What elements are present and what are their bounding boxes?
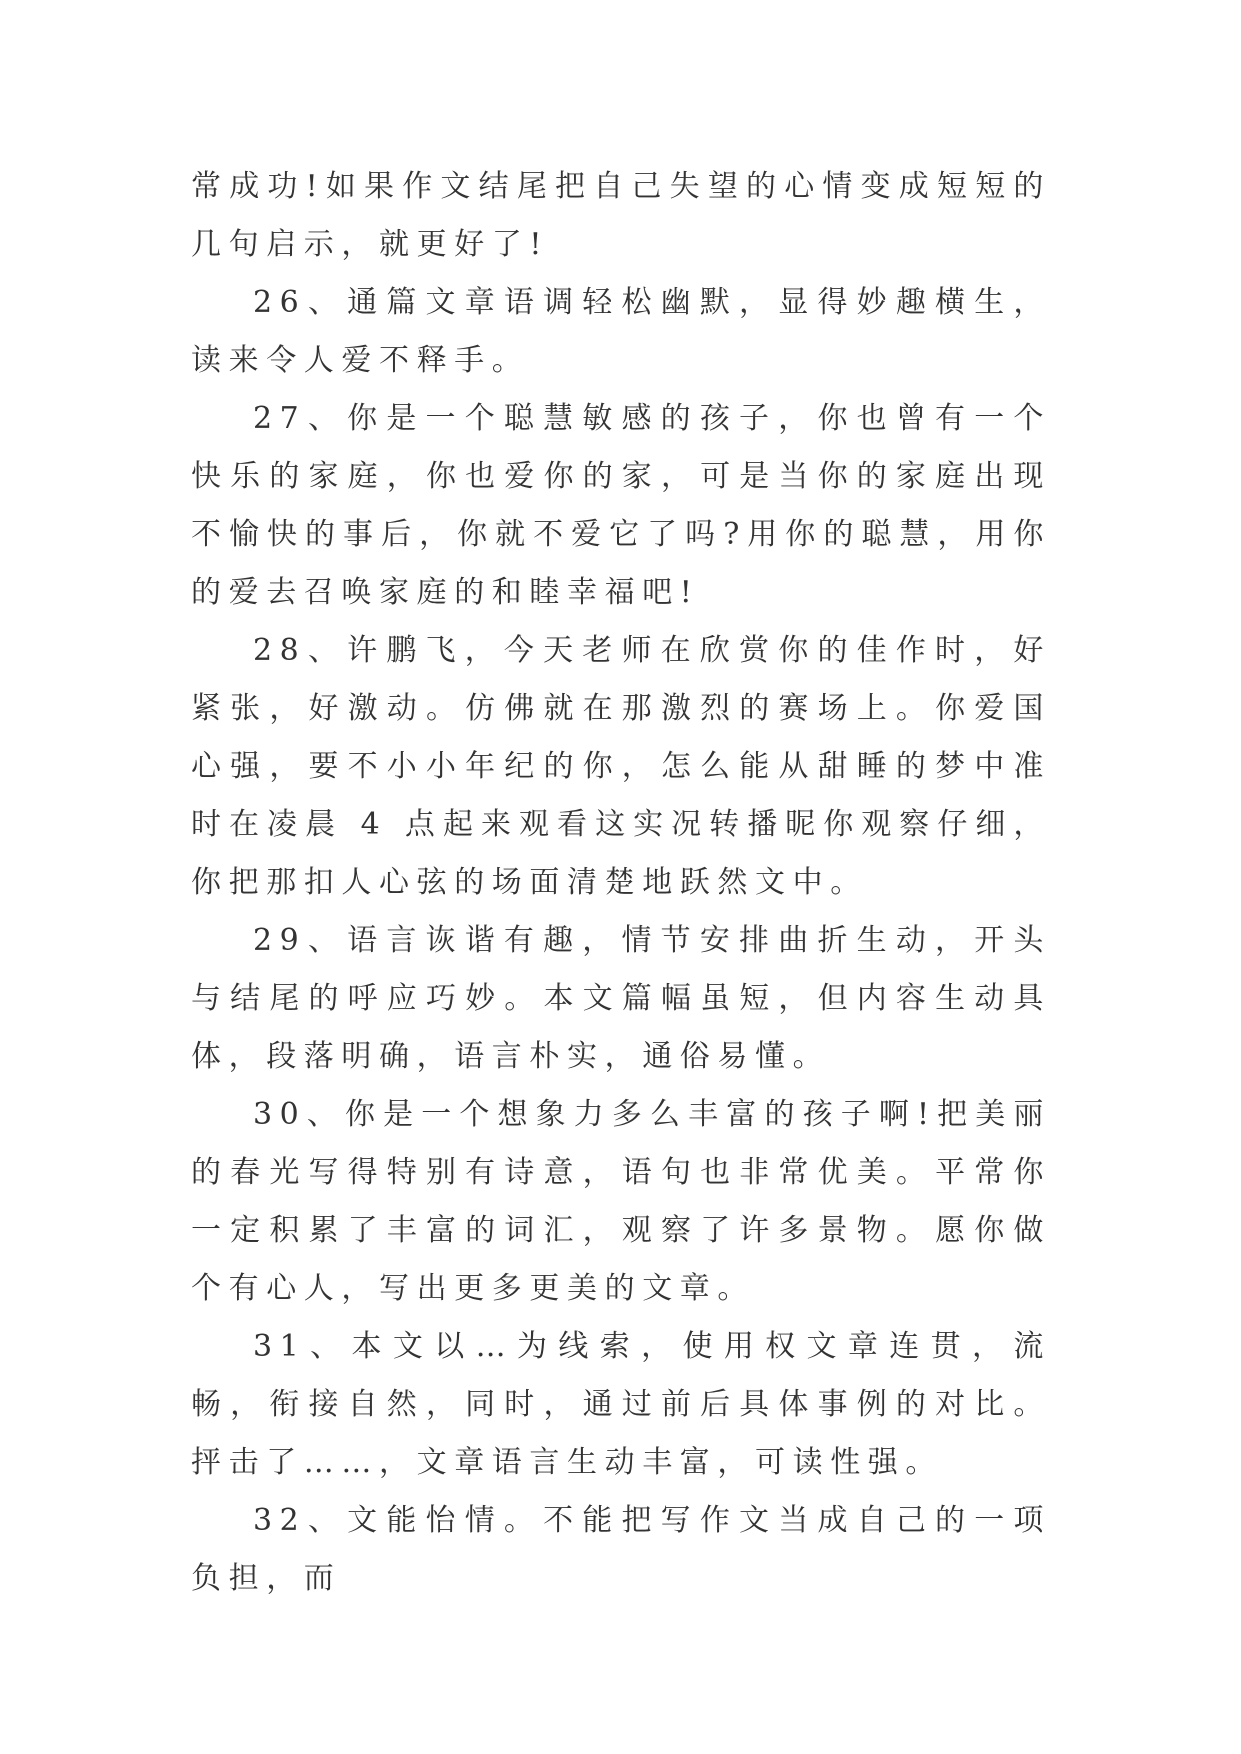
paragraph-26: 26、通篇文章语调轻松幽默，显得妙趣横生，读来令人爱不释手。 [191,285,1051,378]
paragraph-28: 28、许鹏飞，今天老师在欣赏你的佳作时，好紧张，好激动。仿佛就在那激烈的赛场上。你爱国心强，要不小小年纪的你，怎么能从甜睡的梦中准时在凌晨 4 点起来观看这实况转播昵你观察仔细，你把那扣人心弦的场面清楚地跃然文中。 [191,633,1051,900]
paragraph-27: 27、你是一个聪慧敏感的孩子，你也曾有一个快乐的家庭，你也爱你的家，可是当你的家庭出现不愉快的事后，你就不爱它了吗?用你的聪慧，用你的爱去召唤家庭的和睦幸福吧! [191,401,1051,610]
paragraph-32-start: 32、文能怡情。不能把写作文当成自己的一项负担，而 [191,1503,1051,1596]
document-body [191,158,1051,1608]
paragraph-30: 30、你是一个想象力多么丰富的孩子啊!把美丽的春光写得特别有诗意，语句也非常优美。平常你一定积累了丰富的词汇，观察了许多景物。愿你做个有心人，写出更多更美的文章。 [191,1097,1051,1306]
paragraph-25-continuation: 常成功!如果作文结尾把自己失望的心情变成短短的几句启示，就更好了! [191,169,1051,262]
paragraph-31: 31、本文以…为线索，使用权文章连贯，流畅，衔接自然，同时，通过前后具体事例的对比。抨击了……，文章语言生动丰富，可读性强。 [191,1329,1051,1480]
paragraph-29: 29、语言诙谐有趣，情节安排曲折生动，开头与结尾的呼应巧妙。本文篇幅虽短，但内容生动具体，段落明确，语言朴实，通俗易懂。 [191,923,1051,1074]
